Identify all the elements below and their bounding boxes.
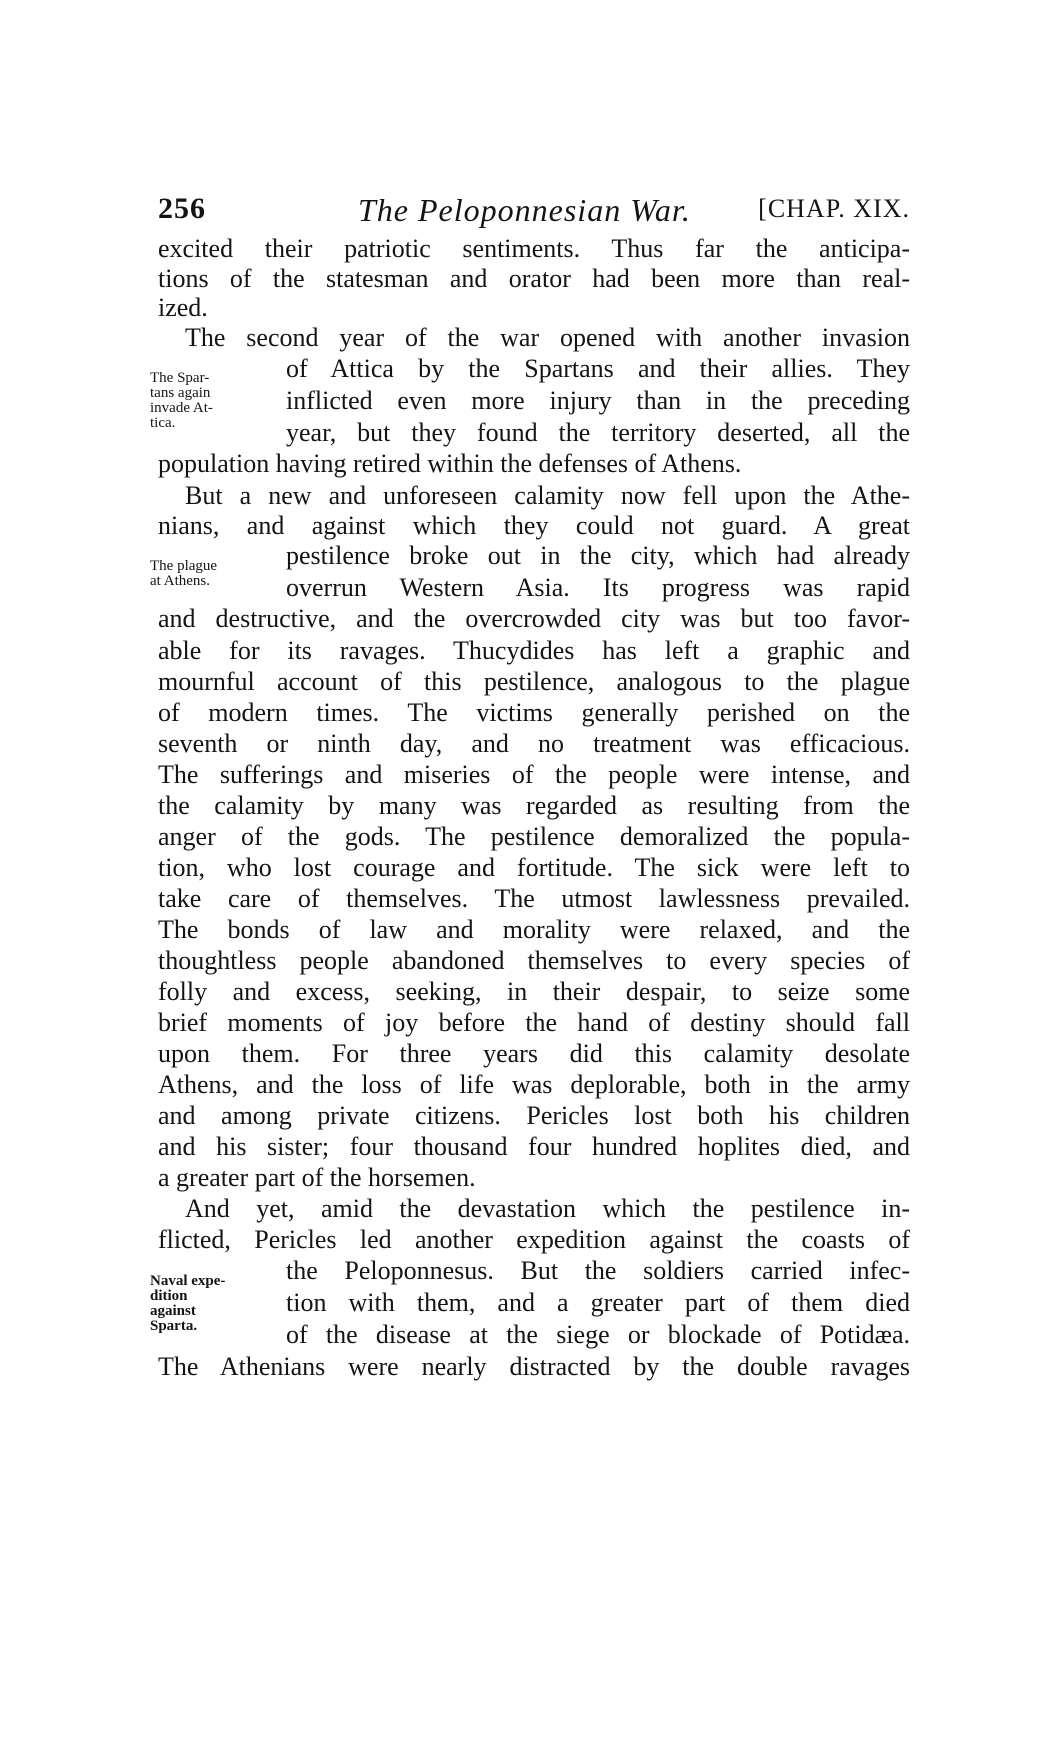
text-line: pestilence broke out in the city, which had already xyxy=(286,541,910,570)
text-line: The bonds of law and morality were relaxed, and the xyxy=(158,915,910,944)
text-line: excited their patriotic sentiments. Thus far the anticipa- xyxy=(158,234,910,263)
chapter-reference: [CHAP. XIX. xyxy=(758,194,910,223)
text-line: But a new and unforeseen calamity now fell upon the Athe- xyxy=(185,481,910,510)
margin-note-line: Sparta. xyxy=(150,1318,198,1334)
margin-note-line: against xyxy=(150,1303,196,1319)
text-line: anger of the gods. The pestilence demoralized the popula- xyxy=(158,822,910,851)
text-line: And yet, amid the devastation which the pestilence in- xyxy=(185,1194,910,1223)
margin-note-line: at Athens. xyxy=(150,573,210,589)
text-line: seventh or ninth day, and no treatment was efficacious. xyxy=(158,729,910,758)
text-line: The sufferings and miseries of the people were intense, and xyxy=(158,760,910,789)
page-header xyxy=(158,192,910,232)
text-line: The Athenians were nearly distracted by the double ravages xyxy=(158,1352,910,1381)
margin-note-line: dition xyxy=(150,1288,188,1304)
margin-note-naval-expedition xyxy=(150,1274,268,1334)
margin-note-line: tans again xyxy=(150,385,211,401)
text-line: the Peloponnesus. But the soldiers carried infec- xyxy=(286,1256,910,1285)
text-line: mournful account of this pestilence, analogous to the plague xyxy=(158,667,910,696)
text-line: a greater part of the horsemen. xyxy=(158,1163,476,1192)
text-line: and his sister; four thousand four hundred hoplites died, and xyxy=(158,1132,910,1161)
page-number: 256 xyxy=(158,192,206,225)
text-line: population having retired within the defenses of Athens. xyxy=(158,449,742,478)
running-title: The Peloponnesian War. xyxy=(358,192,691,228)
text-line: folly and excess, seeking, in their despair, to seize some xyxy=(158,977,910,1006)
text-line: and among private citizens. Pericles lost both his children xyxy=(158,1101,910,1130)
text-line: tion with them, and a greater part of them died xyxy=(286,1288,910,1317)
text-line: thoughtless people abandoned themselves to every species of xyxy=(158,946,910,975)
text-line: take care of themselves. The utmost lawlessness prevailed. xyxy=(158,884,910,913)
text-line: brief moments of joy before the hand of destiny should fall xyxy=(158,1008,910,1037)
text-line: of the disease at the siege or blockade of Potidæa. xyxy=(286,1320,910,1349)
text-line: of Attica by the Spartans and their allies. They xyxy=(286,354,910,383)
margin-note-line: The Spar- xyxy=(150,370,210,386)
margin-note-spartans-invade xyxy=(150,371,268,431)
margin-note-line: tica. xyxy=(150,415,176,431)
text-line: nians, and against which they could not guard. A great xyxy=(158,511,910,540)
text-line: ized. xyxy=(158,293,208,322)
text-line: flicted, Pericles led another expedition against the coasts of xyxy=(158,1225,910,1254)
text-line: of modern times. The victims generally perished on the xyxy=(158,698,910,727)
text-line: upon them. For three years did this calamity desolate xyxy=(158,1039,910,1068)
text-line: inflicted even more injury than in the preceding xyxy=(286,386,910,415)
text-line: tion, who lost courage and fortitude. The sick were left to xyxy=(158,853,910,882)
text-line: able for its ravages. Thucydides has left a graphic and xyxy=(158,636,910,665)
text-line: The second year of the war opened with another invasion xyxy=(185,323,910,352)
margin-note-line: The plague xyxy=(150,558,218,574)
text-line: the calamity by many was regarded as resulting from the xyxy=(158,791,910,820)
margin-note-line: Naval expe- xyxy=(150,1273,226,1289)
margin-note-plague xyxy=(150,559,268,589)
text-line: overrun Western Asia. Its progress was rapid xyxy=(286,573,910,602)
text-line: Athens, and the loss of life was deplorable, both in the army xyxy=(158,1070,910,1099)
text-line: and destructive, and the overcrowded city was but too favor- xyxy=(158,604,910,633)
text-line: year, but they found the territory deserted, all the xyxy=(286,418,910,447)
margin-note-line: invade At- xyxy=(150,400,213,416)
text-line: tions of the statesman and orator had been more than real- xyxy=(158,264,910,293)
